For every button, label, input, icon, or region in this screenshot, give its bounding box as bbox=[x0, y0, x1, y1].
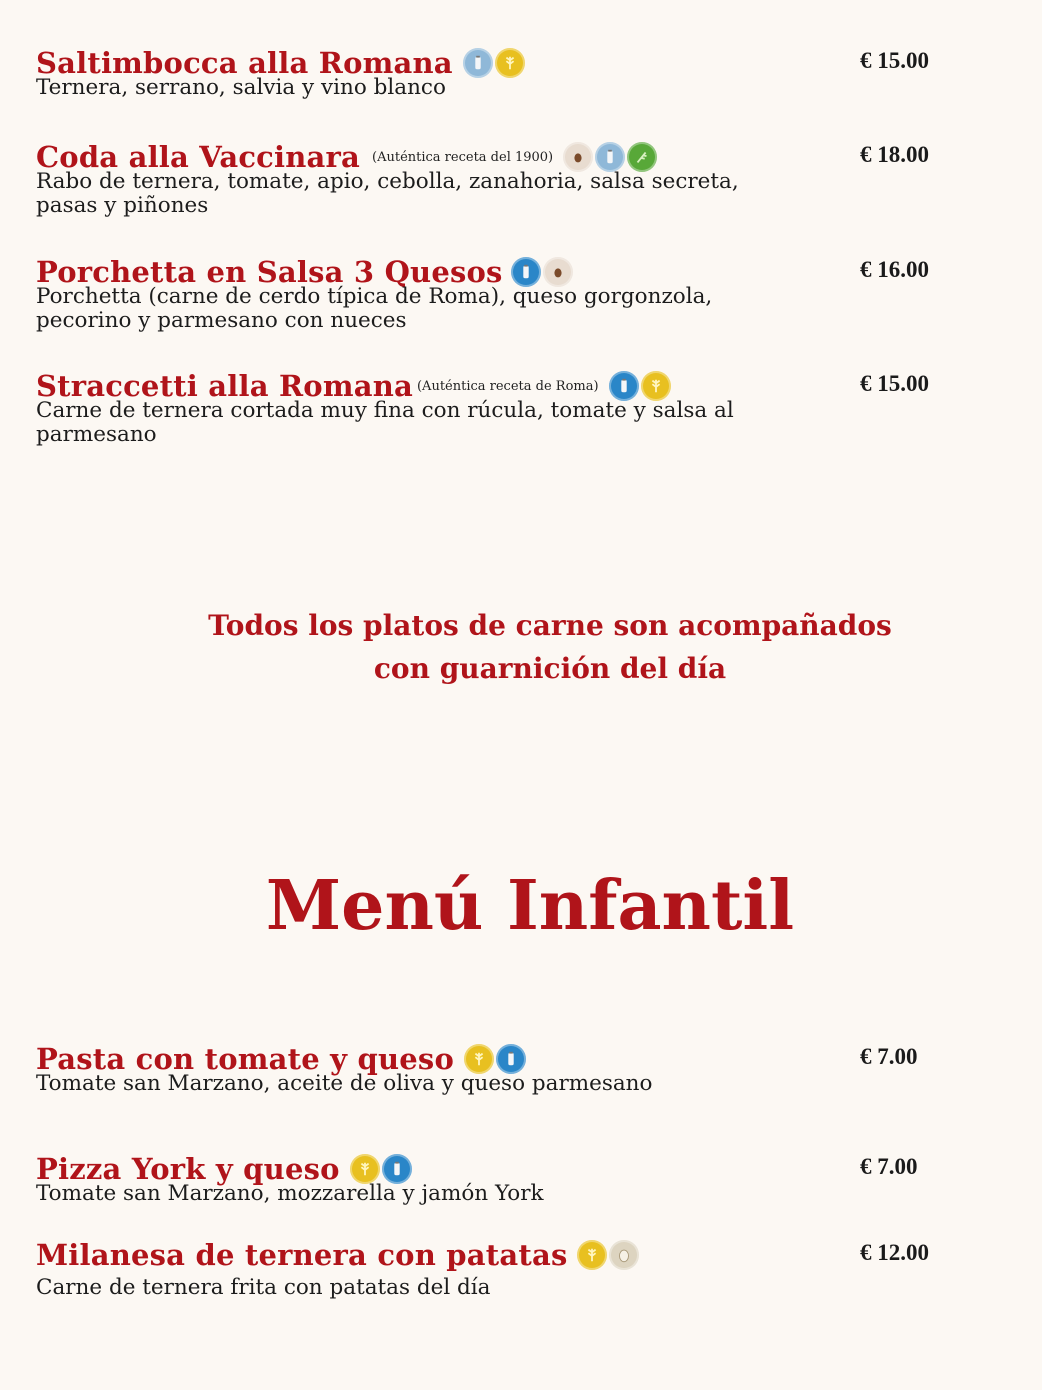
dish-name: Pizza York y queso bbox=[36, 1152, 340, 1186]
dish-price: € 18.00 bbox=[860, 142, 929, 167]
dish-description: Carne de ternera cortada muy fina con rúcula, tomate y salsa al parmesano bbox=[36, 398, 734, 447]
menu-item-pizza-york-queso bbox=[36, 1152, 1016, 1206]
allergen-icons bbox=[609, 371, 673, 401]
gluten-icon bbox=[495, 48, 525, 78]
milk-icon bbox=[609, 371, 639, 401]
dish-name: Straccetti alla Romana bbox=[36, 369, 413, 403]
dish-name: Coda alla Vaccinara bbox=[36, 140, 361, 174]
celery-icon bbox=[627, 142, 657, 172]
allergen-icons bbox=[563, 142, 659, 172]
dish-name: Saltimbocca alla Romana bbox=[36, 46, 453, 80]
nuts-icon bbox=[543, 257, 573, 287]
menu-item-porchetta bbox=[36, 255, 1016, 333]
dish-description: Carne de ternera frita con patatas del día bbox=[36, 1275, 491, 1300]
allergen-icons bbox=[350, 1154, 414, 1184]
dish-note: (Auténtica receta del 1900) bbox=[372, 149, 554, 165]
dish-name: Milanesa de ternera con patatas bbox=[36, 1238, 568, 1272]
gluten-icon bbox=[577, 1240, 607, 1270]
milk-icon bbox=[496, 1044, 526, 1074]
dish-name: Pasta con tomate y queso bbox=[36, 1042, 454, 1076]
gluten-icon bbox=[464, 1044, 494, 1074]
menu-item-saltimbocca bbox=[36, 46, 1016, 100]
menu-item-coda-alla-vaccinara bbox=[36, 140, 1016, 218]
dish-price: € 16.00 bbox=[860, 257, 929, 282]
menu-item-pasta-tomate-queso bbox=[36, 1042, 1016, 1096]
notice-line-2: con guarnición del día bbox=[373, 652, 727, 685]
milk-icon bbox=[595, 142, 625, 172]
dish-name: Porchetta en Salsa 3 Quesos bbox=[36, 255, 503, 289]
dish-price: € 12.00 bbox=[860, 1240, 929, 1265]
dish-description: Porchetta (carne de cerdo típica de Roma), queso gorgonzola, pecorino y parmesano con nueces bbox=[36, 284, 713, 333]
dish-price: € 7.00 bbox=[860, 1044, 918, 1069]
dish-price: € 15.00 bbox=[860, 371, 929, 396]
egg-icon bbox=[609, 1240, 639, 1270]
gluten-icon bbox=[641, 371, 671, 401]
dish-price: € 15.00 bbox=[860, 48, 929, 73]
dish-price: € 7.00 bbox=[860, 1154, 918, 1179]
milk-icon bbox=[463, 48, 493, 78]
dish-note: (Auténtica receta de Roma) bbox=[416, 378, 599, 394]
milk-icon bbox=[382, 1154, 412, 1184]
dish-description: Tomate san Marzano, mozzarella y jamón York bbox=[36, 1181, 544, 1206]
section-title-kids-menu: Menú Infantil bbox=[265, 866, 795, 946]
dish-description: Tomate san Marzano, aceite de oliva y queso parmesano bbox=[36, 1071, 653, 1096]
garnish-notice bbox=[0, 604, 1042, 690]
menu-item-milanesa bbox=[36, 1238, 1016, 1300]
menu-item-straccetti bbox=[36, 369, 1016, 447]
allergen-icons bbox=[511, 257, 575, 287]
gluten-icon bbox=[350, 1154, 380, 1184]
notice-line-1: Todos los platos de carne son acompañados bbox=[208, 609, 892, 642]
nuts-icon bbox=[563, 142, 593, 172]
allergen-icons bbox=[463, 48, 527, 78]
dish-description: Rabo de ternera, tomate, apio, cebolla, zanahoria, salsa secreta, pasas y piñones bbox=[36, 169, 739, 218]
allergen-icons bbox=[577, 1240, 641, 1270]
milk-icon bbox=[511, 257, 541, 287]
allergen-icons bbox=[464, 1044, 528, 1074]
dish-description: Ternera, serrano, salvia y vino blanco bbox=[36, 75, 446, 100]
